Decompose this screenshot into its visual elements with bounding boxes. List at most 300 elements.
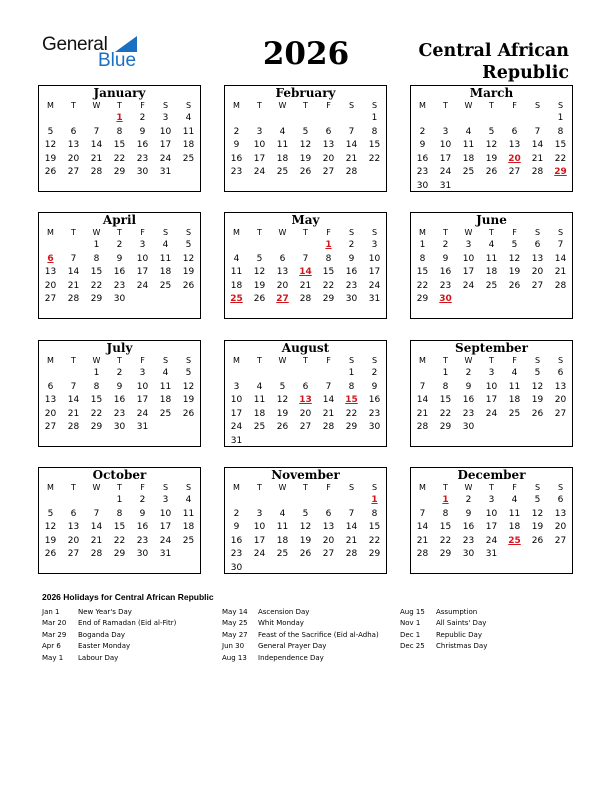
weekday-label: S — [185, 101, 192, 110]
day-cell: 15 — [368, 140, 381, 151]
day-cell: 29 — [345, 422, 358, 433]
day-cell: 16 — [416, 153, 429, 164]
day-cell: 21 — [345, 535, 358, 546]
day-cell: 3 — [139, 240, 146, 250]
empty-cell — [39, 112, 62, 126]
empty-cell — [340, 494, 363, 508]
day-cell: 28 — [322, 422, 335, 433]
weekday-label: T — [489, 483, 494, 492]
day-cell: 13 — [44, 395, 57, 406]
holiday-day-cell: 1 — [371, 495, 378, 505]
day-cell: 10 — [253, 140, 266, 151]
day-cell: 24 — [439, 167, 452, 178]
holiday-date: Mar 20 — [42, 619, 67, 628]
day-cell: 26 — [531, 408, 544, 419]
day-cell: 24 — [159, 153, 172, 164]
holiday-row — [42, 630, 176, 641]
day-cell: 15 — [554, 140, 567, 151]
empty-cell — [39, 239, 62, 253]
day-cell: 26 — [253, 294, 266, 305]
day-cell: 16 — [462, 522, 475, 533]
empty-cell — [225, 367, 248, 381]
day-cell: 4 — [511, 495, 518, 505]
day-cell: 28 — [531, 167, 544, 178]
empty-cell — [225, 494, 248, 508]
day-cell: 7 — [419, 381, 426, 392]
day-cell: 24 — [136, 408, 149, 419]
holiday-name: New Year's Day — [78, 608, 132, 616]
day-cell: 28 — [554, 280, 567, 291]
logo-text-blue: Blue — [98, 50, 137, 71]
day-cell: 4 — [279, 508, 286, 519]
day-cell: 29 — [439, 422, 452, 433]
weekday-label: S — [557, 483, 564, 492]
day-cell: 8 — [325, 253, 332, 264]
holiday-name: Whit Monday — [258, 619, 304, 628]
day-cell: 21 — [554, 267, 567, 278]
day-cell: 29 — [113, 549, 126, 560]
empty-cell — [271, 112, 294, 126]
day-cell: 11 — [462, 140, 475, 151]
holiday-day-cell: 25 — [230, 294, 243, 305]
empty-cell — [248, 367, 271, 381]
day-cell: 12 — [299, 522, 312, 533]
day-cell: 30 — [136, 549, 149, 560]
day-cell: 6 — [279, 253, 286, 264]
month-february — [224, 85, 387, 192]
day-cell: 10 — [159, 508, 172, 519]
day-cell: 15 — [439, 395, 452, 406]
day-cell: 8 — [419, 253, 426, 264]
day-cell: 20 — [299, 408, 312, 419]
month-name: July — [106, 341, 133, 355]
day-cell: 17 — [439, 153, 452, 164]
weekday-label: W — [278, 101, 287, 110]
weekday-label: T — [303, 483, 308, 492]
holiday-day-cell: 1 — [325, 240, 332, 250]
empty-cell — [62, 239, 85, 253]
day-cell: 31 — [136, 422, 149, 433]
day-cell: 11 — [276, 522, 289, 533]
day-cell: 10 — [136, 381, 149, 392]
weekday-header — [411, 482, 572, 494]
month-name: April — [102, 213, 137, 227]
day-cell: 6 — [557, 368, 564, 378]
day-cell: 3 — [256, 126, 263, 137]
day-grid — [411, 239, 572, 307]
day-cell: 31 — [159, 167, 172, 178]
day-cell: 29 — [439, 549, 452, 560]
holiday-row — [42, 641, 176, 652]
month-september — [410, 340, 573, 447]
day-cell: 30 — [113, 422, 126, 433]
day-cell: 16 — [230, 153, 243, 164]
day-cell: 11 — [159, 381, 172, 392]
holiday-name: Republic Day — [436, 630, 482, 639]
weekday-label: F — [512, 483, 517, 492]
day-cell: 5 — [279, 381, 286, 392]
day-cell: 23 — [345, 280, 358, 291]
holiday-date: May 25 — [222, 619, 248, 628]
day-cell: 27 — [67, 549, 80, 560]
holiday-row — [400, 607, 487, 618]
day-cell: 7 — [70, 381, 77, 392]
holiday-row — [42, 607, 176, 618]
day-cell: 18 — [230, 280, 243, 291]
day-cell: 18 — [462, 153, 475, 164]
weekday-label: T — [117, 101, 122, 110]
day-cell: 30 — [368, 422, 381, 433]
month-name: September — [455, 341, 528, 355]
weekday-label: W — [278, 228, 287, 237]
holiday-date: Apr 6 — [42, 642, 61, 651]
day-cell: 12 — [531, 381, 544, 392]
day-cell: 29 — [90, 422, 103, 433]
day-cell: 13 — [44, 267, 57, 278]
empty-cell — [62, 367, 85, 381]
day-cell: 7 — [302, 253, 309, 264]
day-cell: 4 — [185, 113, 192, 123]
day-cell: 2 — [116, 240, 123, 250]
day-cell: 5 — [47, 126, 54, 137]
day-cell: 10 — [485, 381, 498, 392]
day-cell: 8 — [116, 126, 123, 137]
holiday-day-cell: 1 — [442, 495, 449, 505]
day-cell: 2 — [371, 368, 378, 378]
holiday-name: Christmas Day — [436, 642, 488, 651]
weekday-label: S — [534, 101, 541, 110]
empty-cell — [411, 494, 434, 508]
day-cell: 17 — [159, 140, 172, 151]
day-cell: 30 — [462, 549, 475, 560]
month-december — [410, 467, 573, 574]
weekday-label: T — [303, 101, 308, 110]
weekday-label: S — [185, 228, 192, 237]
day-cell: 2 — [233, 126, 240, 137]
day-cell: 17 — [368, 267, 381, 278]
weekday-label: M — [233, 483, 240, 492]
day-cell: 7 — [93, 126, 100, 137]
day-cell: 14 — [90, 140, 103, 151]
weekday-header — [39, 482, 200, 494]
day-cell: 30 — [345, 294, 358, 305]
holiday-row — [400, 618, 487, 629]
weekday-label: F — [512, 228, 517, 237]
holiday-name: Easter Monday — [78, 642, 131, 651]
day-cell: 28 — [416, 549, 429, 560]
holiday-date: May 14 — [222, 608, 248, 616]
day-cell: 17 — [485, 395, 498, 406]
day-cell: 24 — [230, 422, 243, 433]
weekday-label: W — [464, 101, 473, 110]
holiday-date: Aug 13 — [222, 653, 247, 662]
empty-cell — [411, 367, 434, 381]
day-cell: 3 — [162, 113, 169, 123]
day-cell: 14 — [67, 267, 80, 278]
holiday-date: Nov 1 — [400, 619, 421, 628]
day-cell: 9 — [442, 253, 449, 264]
country-title-line-2: Republic — [482, 63, 569, 83]
day-cell: 3 — [465, 240, 472, 250]
day-cell: 4 — [162, 368, 169, 378]
day-cell: 1 — [557, 113, 564, 123]
month-june — [410, 212, 573, 319]
day-cell: 14 — [416, 522, 429, 533]
empty-cell — [271, 494, 294, 508]
holiday-row — [222, 630, 379, 641]
day-cell: 23 — [136, 535, 149, 546]
day-cell: 5 — [256, 253, 263, 264]
day-cell: 28 — [67, 294, 80, 305]
country-title — [418, 40, 569, 84]
day-cell: 6 — [511, 126, 518, 137]
day-cell: 27 — [554, 535, 567, 546]
day-cell: 3 — [233, 381, 240, 392]
holiday-name: Boganda Day — [78, 630, 126, 639]
day-cell: 18 — [276, 535, 289, 546]
day-cell: 21 — [90, 153, 103, 164]
weekday-label: M — [233, 356, 240, 365]
day-cell: 8 — [557, 126, 564, 137]
day-cell: 10 — [485, 508, 498, 519]
holiday-name: Ascension Day — [258, 608, 310, 616]
day-cell: 19 — [485, 153, 498, 164]
day-cell: 10 — [253, 522, 266, 533]
weekday-header — [225, 355, 386, 367]
day-cell: 11 — [182, 126, 195, 137]
weekday-header — [411, 227, 572, 239]
day-cell: 18 — [508, 395, 521, 406]
day-cell: 4 — [185, 495, 192, 505]
day-cell: 15 — [322, 267, 335, 278]
day-cell: 5 — [488, 126, 495, 137]
weekday-label: S — [162, 483, 169, 492]
holiday-row — [222, 641, 379, 652]
day-cell: 11 — [276, 140, 289, 151]
weekday-header — [411, 100, 572, 112]
day-cell: 30 — [416, 180, 429, 191]
day-cell: 30 — [113, 294, 126, 305]
day-cell: 19 — [531, 522, 544, 533]
month-name: January — [93, 86, 146, 100]
day-cell: 6 — [47, 381, 54, 392]
day-cell: 19 — [44, 153, 57, 164]
weekday-label: F — [326, 356, 331, 365]
empty-cell — [85, 494, 108, 508]
day-cell: 29 — [416, 294, 429, 305]
empty-cell — [526, 112, 549, 126]
weekday-label: W — [464, 228, 473, 237]
day-cell: 17 — [462, 267, 475, 278]
day-cell: 16 — [136, 522, 149, 533]
day-cell: 21 — [322, 408, 335, 419]
day-cell: 30 — [462, 422, 475, 433]
day-cell: 6 — [557, 495, 564, 505]
holiday-row — [222, 618, 379, 629]
day-cell: 22 — [368, 535, 381, 546]
weekday-label: S — [371, 483, 378, 492]
logo-text-general: General — [42, 34, 108, 55]
weekday-label: F — [326, 101, 331, 110]
day-cell: 14 — [416, 395, 429, 406]
day-cell: 5 — [302, 508, 309, 519]
day-cell: 22 — [368, 153, 381, 164]
day-cell: 18 — [182, 140, 195, 151]
weekday-label: T — [257, 483, 262, 492]
holiday-date: Jan 1 — [42, 608, 60, 616]
weekday-label: F — [512, 356, 517, 365]
day-cell: 14 — [322, 395, 335, 406]
day-cell: 27 — [322, 549, 335, 560]
weekday-header — [411, 355, 572, 367]
day-cell: 24 — [462, 280, 475, 291]
weekday-label: T — [117, 483, 122, 492]
day-cell: 7 — [348, 126, 355, 137]
day-cell: 31 — [159, 549, 172, 560]
weekday-label: T — [443, 483, 448, 492]
month-name: November — [271, 468, 340, 482]
day-cell: 2 — [465, 368, 472, 378]
weekday-label: S — [557, 228, 564, 237]
day-cell: 5 — [534, 368, 541, 378]
holiday-column — [400, 607, 487, 653]
day-cell: 20 — [554, 522, 567, 533]
day-cell: 19 — [299, 153, 312, 164]
day-cell: 16 — [345, 267, 358, 278]
day-cell: 3 — [371, 240, 378, 250]
day-cell: 21 — [416, 408, 429, 419]
day-cell: 9 — [116, 381, 123, 392]
day-cell: 19 — [182, 395, 195, 406]
day-cell: 20 — [67, 153, 80, 164]
holiday-row — [400, 630, 487, 641]
day-cell: 1 — [93, 240, 100, 250]
day-cell: 23 — [136, 153, 149, 164]
day-cell: 9 — [371, 381, 378, 392]
day-cell: 21 — [345, 153, 358, 164]
day-cell: 5 — [47, 508, 54, 519]
weekday-label: S — [371, 356, 378, 365]
day-cell: 15 — [90, 267, 103, 278]
empty-cell — [62, 494, 85, 508]
weekday-label: W — [92, 356, 101, 365]
calendar-year: 2026 — [262, 36, 350, 72]
day-grid — [225, 112, 386, 180]
day-cell: 8 — [116, 508, 123, 519]
weekday-label: W — [92, 228, 101, 237]
day-cell: 22 — [439, 535, 452, 546]
day-cell: 18 — [276, 153, 289, 164]
day-cell: 15 — [439, 522, 452, 533]
day-cell: 5 — [302, 126, 309, 137]
month-august — [224, 340, 387, 447]
day-cell: 11 — [508, 508, 521, 519]
day-cell: 16 — [230, 535, 243, 546]
day-cell: 17 — [136, 267, 149, 278]
weekday-label: T — [443, 228, 448, 237]
weekday-label: S — [185, 483, 192, 492]
day-cell: 3 — [256, 508, 263, 519]
weekday-label: F — [140, 101, 145, 110]
weekday-label: W — [278, 483, 287, 492]
day-cell: 25 — [462, 167, 475, 178]
day-cell: 25 — [159, 408, 172, 419]
day-cell: 1 — [442, 368, 449, 378]
empty-cell — [503, 112, 526, 126]
empty-cell — [62, 112, 85, 126]
weekday-header — [39, 100, 200, 112]
day-cell: 27 — [67, 167, 80, 178]
day-cell: 19 — [253, 280, 266, 291]
day-cell: 5 — [511, 240, 518, 250]
day-cell: 11 — [230, 267, 243, 278]
empty-cell — [434, 112, 457, 126]
day-cell: 27 — [508, 167, 521, 178]
day-cell: 21 — [90, 535, 103, 546]
day-cell: 26 — [508, 280, 521, 291]
month-name: May — [291, 213, 320, 227]
day-cell: 12 — [276, 395, 289, 406]
day-cell: 19 — [531, 395, 544, 406]
day-cell: 24 — [485, 408, 498, 419]
holiday-day-cell: 14 — [299, 267, 312, 278]
month-name: February — [275, 86, 336, 100]
weekday-label: S — [371, 228, 378, 237]
day-cell: 6 — [70, 126, 77, 137]
day-cell: 28 — [345, 549, 358, 560]
weekday-label: F — [326, 483, 331, 492]
day-cell: 2 — [233, 508, 240, 519]
weekday-label: S — [185, 356, 192, 365]
day-cell: 1 — [93, 368, 100, 378]
day-cell: 20 — [322, 153, 335, 164]
day-cell: 13 — [508, 140, 521, 151]
weekday-label: M — [233, 228, 240, 237]
day-cell: 12 — [253, 267, 266, 278]
weekday-label: S — [557, 356, 564, 365]
weekday-label: M — [47, 101, 54, 110]
day-cell: 2 — [348, 240, 355, 250]
day-cell: 15 — [113, 522, 126, 533]
day-cell: 12 — [485, 140, 498, 151]
day-cell: 3 — [139, 368, 146, 378]
day-grid — [225, 367, 386, 449]
day-cell: 4 — [488, 240, 495, 250]
weekday-label: T — [257, 101, 262, 110]
day-cell: 13 — [554, 381, 567, 392]
weekday-label: T — [71, 101, 76, 110]
day-cell: 8 — [93, 253, 100, 264]
day-cell: 16 — [136, 140, 149, 151]
day-cell: 26 — [44, 167, 57, 178]
weekday-label: S — [348, 228, 355, 237]
day-cell: 21 — [416, 535, 429, 546]
day-cell: 4 — [279, 126, 286, 137]
day-cell: 11 — [508, 381, 521, 392]
holiday-column — [42, 607, 176, 664]
day-cell: 12 — [299, 140, 312, 151]
weekday-label: M — [47, 483, 54, 492]
day-cell: 9 — [116, 253, 123, 264]
day-cell: 3 — [488, 495, 495, 505]
empty-cell — [271, 239, 294, 253]
holiday-name: Feast of the Sacrifice (Eid al-Adha) — [258, 630, 379, 639]
day-cell: 13 — [554, 508, 567, 519]
weekday-label: W — [92, 483, 101, 492]
month-name: October — [92, 468, 147, 482]
day-cell: 13 — [322, 140, 335, 151]
day-grid — [225, 239, 386, 307]
